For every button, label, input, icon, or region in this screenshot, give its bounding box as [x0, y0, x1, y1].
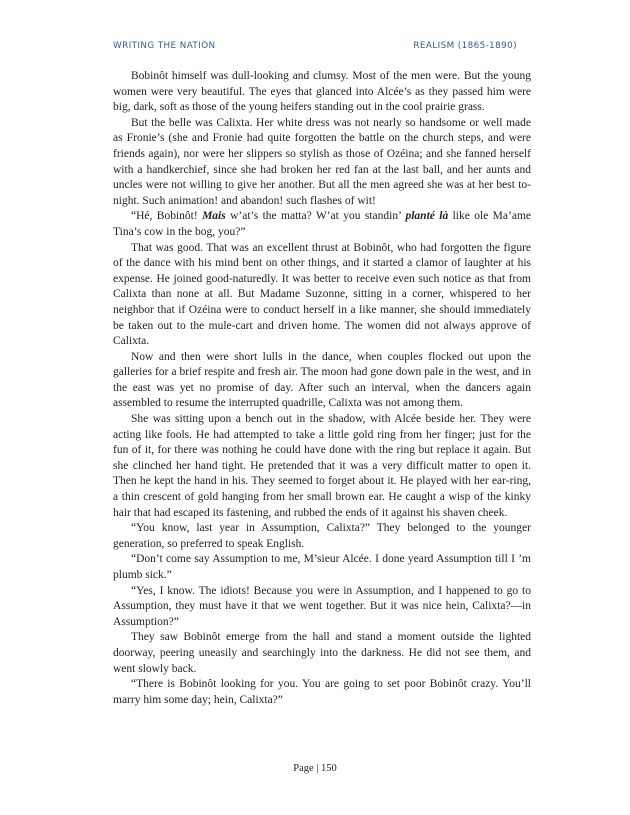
header-section-title: REALISM (1865-1890) — [413, 41, 517, 51]
paragraph: Now and then were short lulls in the dance, when couples flocked out upon the galleries for a brief respite and fresh air. The moon had gone down pale in the west, and in the east was yet no promise of day. After such an interval, when the dancers again assembled to resume the interrupted quadrille, Calixta was not among them. — [113, 350, 531, 410]
paragraph: But the belle was Calixta. Her white dress was not nearly so handsome or well made as Fronie’s (she and Fronie had quite forgotten the battle on the church steps, and were friends again), nor were her slippers so stylish as those of Ozéina; and she fanned herself with a handkerchief, since she had broken her red fan at the last ball, and her aunts and uncles were not willing to give her another. But all the men agreed she was at her best to-night. Such animation! and abandon! such flashes of wit! — [113, 116, 531, 207]
dialogue-text: like ole Ma’ame Tina’s cow in the bog, you?” — [113, 210, 531, 238]
dialogue-text: “Hé, Bobinôt! — [131, 210, 203, 223]
paragraph: “Don’t come say Assumption to me, M’sieur Alcée. I done yeard Assumption till I ’m plumb sick.” — [113, 553, 531, 581]
dialogue-emphasis: Mais — [202, 210, 226, 223]
paragraph-dialogue — [113, 209, 531, 240]
paragraph: “There is Bobinôt looking for you. You are going to set poor Bobinôt crazy. You’ll marry him some day; hein, Calixta?” — [113, 678, 531, 706]
page-number: Page | 150 — [293, 763, 337, 774]
body-text — [113, 69, 531, 708]
paragraph: “Yes, I know. The idiots! Because you were in Assumption, and I happened to go to Assumption, they must have it that we went together. But it was nice hein, Calixta?—in Assumption?” — [113, 584, 531, 628]
paragraph: “You know, last year in Assumption, Calixta?” They belonged to the younger generation, so preferred to speak English. — [113, 522, 531, 550]
dialogue-text: w’at’s the matta? W’at you standin’ — [225, 210, 406, 223]
dialogue-emphasis: planté là — [405, 210, 449, 223]
page-footer — [0, 763, 630, 774]
header-book-title: WRITING THE NATION — [113, 41, 216, 51]
running-header — [113, 41, 517, 51]
paragraph: They saw Bobinôt emerge from the hall and stand a moment outside the lighted doorway, peering uneasily and searchingly into the darkness. He did not see them, and went slowly back. — [113, 631, 531, 675]
paragraph: That was good. That was an excellent thrust at Bobinôt, who had forgotten the figure of the dance with his mind bent on other things, and it started a clamor of laughter at his expense. He joined good-naturedly. It was better to receive even such notice as that from Calixta than none at all. But Madame Suzonne, sitting in a corner, whispered to her neighbor that if Ozéina were to conduct herself in a like manner, she should immediately be taken out to the mule-cart and driven home. The women did not always approve of Calixta. — [113, 241, 531, 348]
paragraph: Bobinôt himself was dull-looking and clumsy. Most of the men were. But the young women were very beautiful. The eyes that glanced into Alcée’s as they passed him were big, dark, soft as those of the young heifers standing out in the cool prairie grass. — [113, 70, 531, 114]
paragraph: She was sitting upon a bench out in the shadow, with Alcée beside her. They were acting like fools. He had attempted to take a little gold ring from her finger; just for the fun of it, for there was nothing he could have done with the ring but replace it again. But she clinched her hand tight. He pretended that it was a very difficult matter to open it. Then he kept the hand in his. They seemed to forget about it. He played with her ear-ring, a thin crescent of gold hanging from her small brown ear. He caught a wisp of the kinky hair that had escaped its fastening, and rubbed the ends of it against his shaven cheek. — [113, 413, 531, 519]
